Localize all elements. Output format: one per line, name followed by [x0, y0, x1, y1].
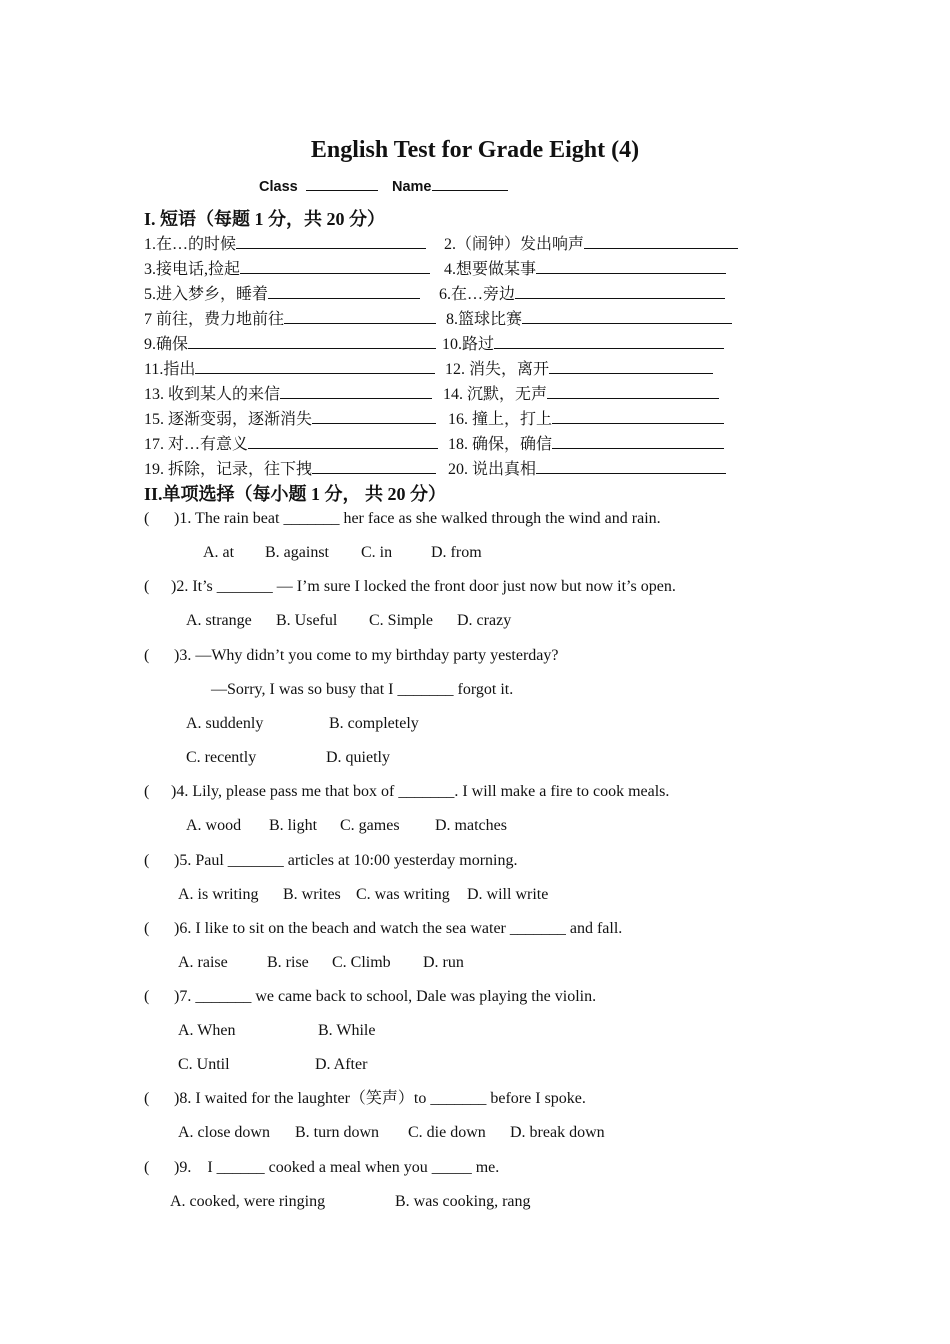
option[interactable]: C. Until [178, 1056, 230, 1073]
answer-blank[interactable] [536, 259, 726, 274]
option[interactable]: C. in [361, 544, 393, 561]
class-field[interactable] [259, 176, 378, 197]
option[interactable]: A. suddenly [186, 715, 264, 732]
question-stem: )4. Lily, please pass me that box of _______. I will make a fire to cook meals. [171, 783, 670, 800]
option[interactable]: D. crazy [457, 612, 512, 629]
answer-blank[interactable] [536, 459, 726, 474]
option[interactable]: C. Climb [332, 954, 391, 971]
section1-heading: I. 短语（每题 1 分，共 20 分） [144, 209, 386, 229]
question-paren[interactable]: ( [144, 852, 150, 869]
name-blank[interactable] [432, 176, 508, 191]
name-field[interactable] [392, 176, 508, 197]
answer-blank[interactable] [236, 234, 426, 249]
answer-blank[interactable] [268, 284, 420, 299]
phrase-item: 9.确保 [144, 334, 436, 355]
question-stem: )9. I ______ cooked a meal when you _____ me. [174, 1159, 500, 1176]
question-stem: )6. I like to sit on the beach and watch the sea water _______ and fall. [174, 920, 623, 937]
question-paren[interactable]: ( [144, 920, 150, 937]
answer-blank[interactable] [494, 334, 724, 349]
phrase-item: 3.接电话,捡起 [144, 259, 430, 280]
answer-blank[interactable] [312, 409, 436, 424]
page-title: English Test for Grade Eight (4) [310, 137, 640, 163]
question-stem: )8. I waited for the laughter（笑声）to _______ before I spoke. [174, 1090, 586, 1107]
answer-blank[interactable] [312, 459, 436, 474]
answer-blank[interactable] [240, 259, 430, 274]
option[interactable]: B. writes [283, 886, 341, 903]
question-stem-reply: —Sorry, I was so busy that I _______ forgot it. [211, 681, 514, 698]
question-paren[interactable]: ( [144, 1159, 150, 1176]
phrase-item: 12. 消失，离开 [445, 359, 713, 380]
option[interactable]: B. turn down [295, 1124, 379, 1141]
name-label: Name [392, 179, 432, 195]
phrase-item: 14. 沉默，无声 [443, 384, 719, 405]
option[interactable]: B. was cooking, rang [395, 1193, 531, 1210]
option[interactable]: D. run [423, 954, 464, 971]
question-stem: )7. _______ we came back to school, Dale was playing the violin. [174, 988, 597, 1005]
option[interactable]: A. cooked, were ringing [170, 1193, 326, 1210]
phrase-item: 8.篮球比赛 [446, 309, 732, 330]
option[interactable]: C. die down [408, 1124, 486, 1141]
option[interactable]: A. close down [178, 1124, 270, 1141]
phrase-item: 2.（闹钟）发出响声 [444, 234, 738, 255]
answer-blank[interactable] [515, 284, 725, 299]
phrase-item: 15. 逐渐变弱，逐渐消失 [144, 409, 436, 430]
phrase-item: 16. 撞上，打上 [448, 409, 724, 430]
phrase-item: 4.想要做某事 [444, 259, 726, 280]
phrase-item: 7 前往，费力地前往 [144, 309, 436, 330]
answer-blank[interactable] [248, 434, 438, 449]
phrase-item: 11.指出 [144, 359, 435, 380]
option[interactable]: B. rise [267, 954, 309, 971]
phrase-item: 18. 确保，确信 [448, 434, 724, 455]
option[interactable]: B. against [265, 544, 329, 561]
phrase-item: 20. 说出真相 [448, 459, 726, 480]
phrase-item: 19. 拆除，记录，往下拽 [144, 459, 436, 480]
option[interactable]: D. matches [435, 817, 507, 834]
question-paren[interactable]: ( [144, 510, 150, 527]
answer-blank[interactable] [280, 384, 432, 399]
answer-blank[interactable] [195, 359, 435, 374]
question-stem: )3. —Why didn’t you come to my birthday party yesterday? [174, 647, 559, 664]
phrase-item: 5.进入梦乡，睡着 [144, 284, 420, 305]
phrase-item: 13. 收到某人的来信 [144, 384, 432, 405]
phrase-item: 6.在…旁边 [439, 284, 725, 305]
option[interactable]: A. is writing [178, 886, 259, 903]
option[interactable]: B. While [318, 1022, 376, 1039]
phrase-item: 1.在…的时候 [144, 234, 426, 255]
option[interactable]: A. raise [178, 954, 228, 971]
option[interactable]: D. from [431, 544, 482, 561]
answer-blank[interactable] [188, 334, 436, 349]
answer-blank[interactable] [284, 309, 436, 324]
option[interactable]: A. When [178, 1022, 236, 1039]
answer-blank[interactable] [522, 309, 732, 324]
phrase-item: 17. 对…有意义 [144, 434, 438, 455]
option[interactable]: B. light [269, 817, 318, 834]
class-label: Class [259, 179, 298, 195]
option[interactable]: D. After [315, 1056, 368, 1073]
option[interactable]: C. was writing [356, 886, 450, 903]
option[interactable]: A. wood [186, 817, 242, 834]
option[interactable]: D. quietly [326, 749, 390, 766]
option[interactable]: A. at [203, 544, 235, 561]
option[interactable]: B. completely [329, 715, 419, 732]
answer-blank[interactable] [549, 359, 713, 374]
option[interactable]: C. recently [186, 749, 257, 766]
answer-blank[interactable] [547, 384, 719, 399]
answer-blank[interactable] [584, 234, 738, 249]
question-paren[interactable]: ( [144, 988, 150, 1005]
option[interactable]: D. will write [467, 886, 549, 903]
option[interactable]: A. strange [186, 612, 252, 629]
question-paren[interactable]: ( [144, 1090, 150, 1107]
question-paren[interactable]: ( [144, 578, 150, 595]
answer-blank[interactable] [552, 434, 724, 449]
option[interactable]: B. Useful [276, 612, 338, 629]
option[interactable]: C. Simple [369, 612, 434, 629]
option[interactable]: C. games [340, 817, 400, 834]
phrase-item: 10.路过 [442, 334, 724, 355]
question-paren[interactable]: ( [144, 647, 150, 664]
question-stem: )1. The rain beat _______ her face as she walked through the wind and rain. [174, 510, 661, 527]
class-blank[interactable] [306, 176, 378, 191]
question-paren[interactable]: ( [144, 783, 150, 800]
question-stem: )2. It’s _______ — I’m sure I locked the front door just now but now it’s open. [171, 578, 676, 595]
section2-heading: II.单项选择（每小题 1 分， 共 20 分） [144, 484, 447, 504]
option[interactable]: D. break down [510, 1124, 605, 1141]
question-stem: )5. Paul _______ articles at 10:00 yesterday morning. [174, 852, 518, 869]
answer-blank[interactable] [552, 409, 724, 424]
